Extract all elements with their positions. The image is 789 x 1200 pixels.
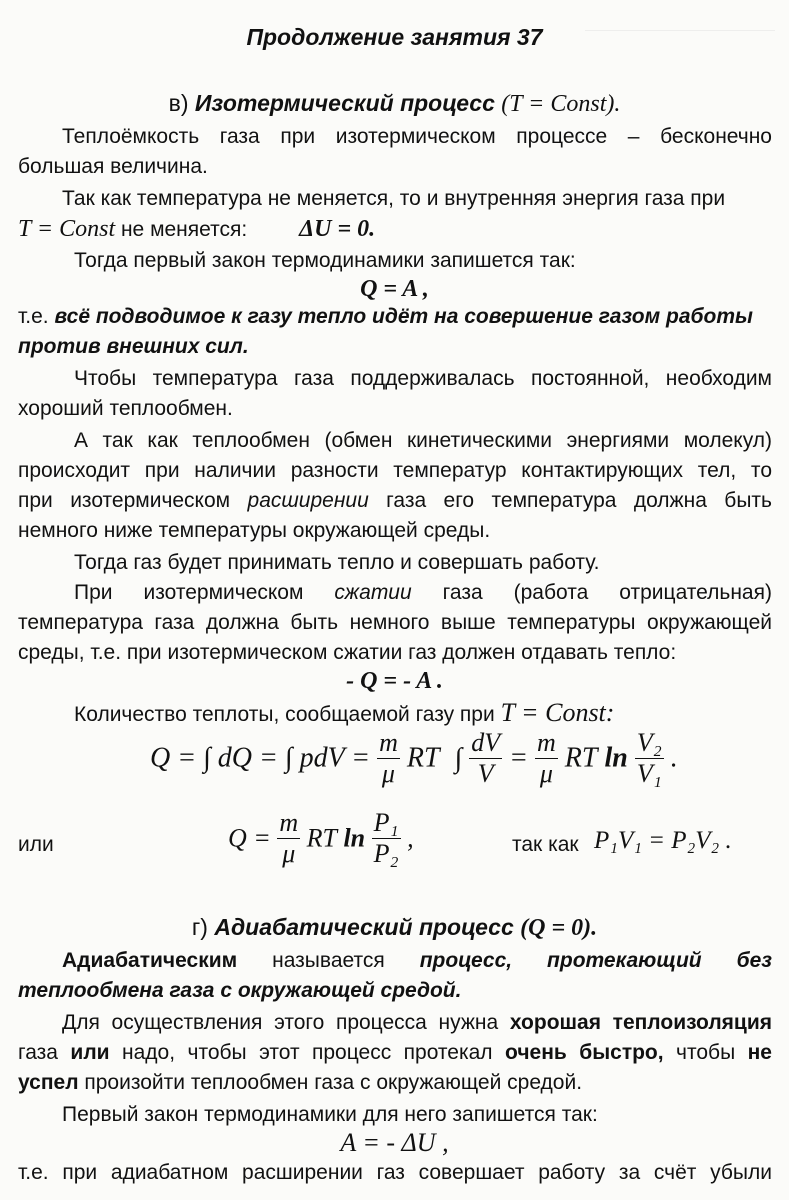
- adiabatic-called: называется: [237, 949, 420, 972]
- fraction-m-over-mu-3: [277, 808, 300, 869]
- para-adiabatic-first-law: Первый закон термодинамики для него запишется так:: [62, 1103, 598, 1126]
- para-heat-quantity: [74, 698, 789, 730]
- para-adiabatic-def-1: [62, 946, 772, 976]
- fraction-dv-over-v: [469, 728, 502, 789]
- ie-prefix: т.е.: [18, 305, 55, 328]
- pressure-formula: [228, 808, 414, 869]
- para-compression-1: [74, 578, 772, 608]
- frac-den-p2: P₂: [373, 839, 399, 868]
- section-v-condition: (T = Const).: [501, 91, 621, 117]
- section-g-condition: (Q = 0).: [520, 915, 598, 941]
- pressure-lhs: Q =: [228, 823, 271, 853]
- para-insulation-3: [18, 1068, 772, 1098]
- rt-term-2: RT: [564, 742, 598, 774]
- para-heat-exchange-2: хороший теплообмен.: [18, 397, 233, 420]
- para-expansion-1: А так как теплообмен (обмен кинетическими энергиями молекул): [74, 429, 772, 452]
- frac-den-v: V: [477, 759, 494, 788]
- frac-den-mu-2: μ: [539, 759, 553, 788]
- insulation-text-g: чтобы: [663, 1041, 748, 1064]
- formula-neg-q-equals-neg-a: - Q = - A .: [346, 668, 443, 694]
- para-heat-capacity-1: Теплоёмкость газа при изотермическом процессе – бесконечно: [62, 125, 772, 148]
- frac-den-mu: μ: [381, 759, 395, 788]
- since-label: так как: [512, 833, 579, 856]
- section-v-label: в): [168, 90, 189, 116]
- insulation-text-j: произойти теплообмен газа с окружающей средой.: [78, 1071, 583, 1094]
- rt-term: RT: [406, 742, 440, 774]
- insulation-text-e: надо, чтобы этот процесс протекал: [109, 1041, 506, 1064]
- para-expansion-4: немного ниже температуры окружающей среды.: [18, 519, 491, 542]
- or-label: или: [18, 833, 54, 856]
- para-take-heat: Тогда газ будет принимать тепло и совершать работу.: [74, 551, 600, 574]
- expansion-text-b: газа его температура должна быть: [368, 489, 772, 512]
- all-heat-bold-1: всё подводимое к газу тепло идёт на совершение газом работы: [54, 305, 753, 328]
- para-first-law: Тогда первый закон термодинамики запишется так:: [74, 249, 576, 272]
- para-insulation-2: [18, 1038, 772, 1068]
- para-all-heat-1: [18, 302, 772, 332]
- insulation-fast: очень быстро,: [505, 1041, 664, 1064]
- rt-term-3: RT: [306, 823, 337, 853]
- integral-lhs: Q = ∫ dQ = ∫ pdV =: [150, 742, 371, 774]
- integral-period: .: [670, 742, 678, 774]
- equals-sign: =: [509, 742, 528, 774]
- formula-q-equals-a: Q = A ,: [360, 276, 429, 302]
- insulation-or: или: [70, 1041, 110, 1064]
- para-compression-2: температура газа должна быть немного выше температуры окружающей: [18, 611, 772, 634]
- insulation-not: не: [747, 1041, 772, 1064]
- frac-num-m: m: [379, 728, 398, 757]
- const-temp-condition: T = Const: [18, 216, 116, 242]
- integral-formula: [150, 728, 678, 789]
- ln-operator-2: ln: [343, 823, 366, 853]
- para-temperature-2: [18, 214, 772, 245]
- para-compression-3: среды, т.е. при изотермическом сжатии газ должен отдавать тепло:: [18, 641, 677, 664]
- para-all-heat-2: против внешних сил.: [18, 335, 249, 358]
- para-expansion-2: происходит при наличии разности температур контактирующих тел, то: [18, 459, 772, 482]
- fraction-v2-over-v1: [635, 728, 664, 789]
- expansion-italic: расширении: [247, 489, 369, 512]
- fraction-p1-over-p2: [372, 808, 401, 869]
- para-expansion-3: [18, 486, 772, 516]
- boyle-formula: P₁V₁ = P₂V₂ .: [594, 827, 732, 854]
- section-v-title: Изотермический процесс: [194, 90, 495, 116]
- integral-sign: ∫: [454, 742, 463, 774]
- section-g-title: Адиабатический процесс: [214, 914, 514, 940]
- heat-quantity-condition: T = Const:: [500, 698, 615, 727]
- no-change-text: не меняется:: [115, 218, 248, 241]
- ln-operator: ln: [604, 742, 628, 774]
- para-adiabatic-expansion: т.е. при адиабатном расширении газ совершает работу за счёт убыли: [18, 1161, 772, 1184]
- expansion-text-a: при изотермическом: [18, 489, 248, 512]
- frac-den-v1: V₁: [636, 759, 662, 788]
- section-g-heading: [0, 912, 789, 943]
- frac-num-m-3: m: [279, 808, 299, 837]
- compression-text-b: газа (работа отрицательная): [411, 581, 772, 604]
- heat-quantity-text: Количество теплоты, сообщаемой газу при: [74, 703, 501, 726]
- para-temperature-1: Так как температура не меняется, то и внутренняя энергия газа при: [62, 187, 726, 210]
- fraction-m-over-mu-2: [535, 728, 558, 789]
- page-title: Продолжение занятия 37: [246, 24, 543, 50]
- frac-num-dv: dV: [471, 728, 501, 757]
- section-v-heading: [0, 88, 789, 119]
- insulation-text-c: газа: [18, 1041, 71, 1064]
- fraction-m-over-mu: [377, 728, 400, 789]
- insulation-managed: успел: [18, 1071, 79, 1094]
- delta-u-formula: ΔU = 0.: [299, 216, 376, 242]
- para-insulation-1: [62, 1008, 772, 1038]
- adiabatic-term: Адиабатическим: [62, 949, 238, 972]
- formula-a-equals-neg-delta-u: A = - ΔU ,: [340, 1128, 449, 1157]
- para-heat-exchange-1: Чтобы температура газа поддерживалась постоянной, необходим: [74, 367, 772, 390]
- compression-text-a: При изотермическом: [74, 581, 335, 604]
- frac-den-mu-3: μ: [282, 839, 296, 868]
- insulation-text-a: Для осуществления этого процесса нужна: [62, 1011, 510, 1034]
- para-adiabatic-def-2: теплообмена газа с окружающей средой.: [18, 979, 462, 1002]
- compression-italic: сжатии: [334, 581, 412, 604]
- para-heat-capacity-2: большая величина.: [18, 155, 208, 178]
- frac-num-m-2: m: [537, 728, 556, 757]
- frac-num-p1: P₁: [373, 808, 399, 837]
- frac-num-v2: V₂: [636, 728, 662, 757]
- section-g-label: г): [191, 914, 208, 940]
- insulation-bold: хорошая теплоизоляция: [509, 1011, 772, 1034]
- pressure-comma: ,: [407, 823, 414, 853]
- adiabatic-def-bold-1: процесс, протекающий без: [419, 949, 772, 972]
